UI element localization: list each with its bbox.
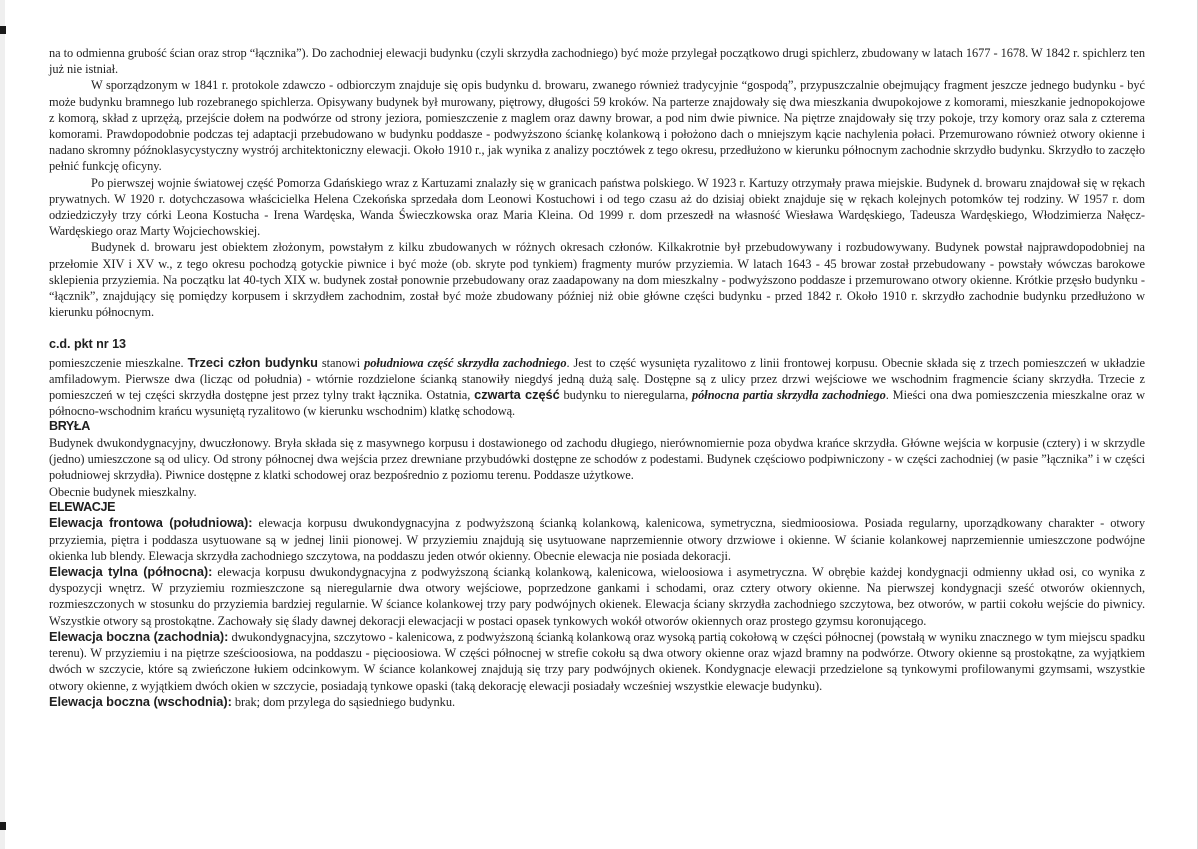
emphasis-third-part: południowa część skrzydła zachodniego: [364, 355, 567, 370]
paragraph-elevation-east: [49, 694, 1145, 710]
label-third-part: Trzeci człon budynku: [187, 354, 318, 370]
text-segment: budynku to nieregularna,: [559, 388, 693, 403]
scan-mark-bottom: [0, 822, 6, 830]
scan-mark-top: [0, 26, 6, 34]
label-elevation-west: Elewacja boczna (zachodnia):: [49, 628, 229, 644]
spacer: [49, 320, 1145, 336]
document-body: [49, 45, 1145, 710]
paragraph-building-parts: [49, 355, 1145, 420]
text-segment: . Jest to część wysunięta ryzalitowo z linii frontowej korpusu. Obecnie składa się z trzech pomieszczeń w układzie amfiladowym. Pierwsze dwa (licząc od południa) - wtórnie rozdzielone ścianką stanowiły niegdyś jedną dużą salę. Dostępne są z ulicy przez drzwi wejściowe we wschodnim fragmencie ściany skrzydła. Trzecie z pomieszczeń w tej części skrzydła dostępne jest przez tylny trakt łącznika. Ostatnia,: [49, 355, 1146, 403]
text-segment: stanowi: [317, 355, 365, 370]
text-segment: brak; dom przylega do sąsiedniego budynku.: [231, 694, 456, 709]
scan-edge: [0, 0, 5, 849]
text-segment: pomieszczenie mieszkalne.: [49, 355, 188, 370]
heading-elewacje: ELEWACJE: [49, 499, 116, 514]
heading-bryla: BRYŁA: [49, 419, 90, 434]
paragraph-building-history: Budynek d. browaru jest obiektem złożonym, powstałym z kilku zbudowanych w różnych okresach członów. Kilkakrotnie był przebudowywany i rozbudowywany. Budynek powstał najprawdopodobniej na przełomie XIV i XV w., z tego okresu pochodzą gotyckie piwnice i być może (ob. skryte pod tynkiem) fragmenty murów przyziemia. W latach 1643 - 45 browar został przebudowany - powstały wówczas barokowe sklepienia przyziemia. Na początku lat 40-tych XIX w. budynek został ponownie przebudowany oraz zaadapowany na dom mieszkalny - podwyższono poddasze i przemurowano otwory okienne. Krótkie przęsło budynku - “łącznik”, znajdujący się pomiędzy korpusem i skrzydłem zachodnim, został być może zbudowany później niż obie główne części budynku - przed 1842 r. Około 1910 r. skrzydło zachodnie budynku przedłużono w kierunku północnym.: [49, 240, 1145, 320]
paragraph-elevation-west: [49, 629, 1145, 694]
paragraph-elevation-front: [49, 515, 1145, 564]
paragraph-intro: na to odmienna grubość ścian oraz strop “łącznika”). Do zachodniej elewacji budynku (czyli skrzydła zachodniego) być może przylegał początkowo drugi spichlerz, zbudowany w latach 1677 - 1678. W 1842 r. spichlerz ten już nie istniał.: [49, 46, 1145, 77]
text-segment: elewacja korpusu dwukondygnacyjna z podwyższoną ścianką kolankową, kalenicowa, symetryczna, siedmioosiowa. Posiada regularny, uporządkowany charakter - otwory przyziemia, piętra i poddasza usytuowane są w jednej linii pionowej. W przyziemiu znajdują się usytuowane naprzemiennie otwory drzwiowe i okienne. W ścianie kolankowej naprzemiennie umieszczone podwójne okienka lub blendy. Elewacja skrzydła zachodniego szczytowa, na poddaszu jeden otwór okienny. Obecnie elewacja nie posiada dekoracji.: [49, 516, 1145, 563]
label-elevation-front: Elewacja frontowa (południowa):: [49, 515, 253, 531]
section-heading-pkt: c.d. pkt nr 13: [49, 337, 126, 352]
paragraph-protocol-1841: W sporządzonym w 1841 r. protokole zdawczo - odbiorczym znajduje się opis budynku d. browaru, zwanego również tradycyjnie “gospodą”, przypuszczalnie obejmujący fragment jeszcze jednego budynku - być może budynku bramnego lub rozebranego spichlerza. Opisywany budynek był murowany, piętrowy, długości 59 kroków. Na parterze znajdowały się dwa mieszkania dwupokojowe z komorami, mieszkanie jednopokojowe z komorą, skład z uprzężą, przejście dołem na podwórze od strony jeziora, pomieszczenie z maglem oraz dawny browar, a pod nim dwie piwnice. Na piętrze znajdowały się trzy pokoje, trzy komory oraz sala z czterema komorami. Prawdopodobnie podczas tej adaptacji przebudowano w budynku poddasze - podwyższono ściankę kolankową i położono dach o mniejszym kącie nachylenia połaci. Przemurowano również otwory okienne i nadano skromny późnoklasycystyczny wystrój architektoniczny elewacji. Około 1910 r., jak wynika z analizy pocztówek z tego okresu, przedłużono w kierunku północnym zachodnie skrzydło budynku. Skrzydło to zaczęło pełnić funkcję oficyny.: [49, 78, 1145, 174]
text-segment: dwukondygnacyjna, szczytowo - kalenicowa, z podwyższoną ścianką kolankową oraz wysoką partią cokołową w części północnej (powstałą w wyniku znacznego w tym miejscu spadku terenu). W przyziemiu i na piętrze sześcioosiowa, na poddaszu - pięcioosiowa. W części północnej w strefie cokołu są dwa otwory okienne oraz wjazd bramny na podwórze. Otwory okienne są prostokątne, za wyjątkiem dwóch w szczycie, które są zwieńczone łukiem odcinkowym. W ściance kolankowej znajdują się trzy pary podwójnych okienek. Kondygnacje elewacji przedzielone są tynkowymi profilowanymi gzymsami, wszystkie otwory okienne, z wyjątkiem dwóch okien w szczycie, posiadają tynkowe opaski (taką dekorację elewacji posiadały wcześniej wszystkie elewacje budynku).: [49, 629, 1145, 693]
text-segment: elewacja korpusu dwukondygnacyjna z podwyższoną ścianką kolankową, kalenicowa, wieloosiowa i asymetryczna. W obrębie każdej kondygnacji odmienny układ osi, co wynika z dyspozycji wnętrz. W przyziemiu rozmieszczone są nieregularnie dwa otwory wejściowe, poprzedzone gankami i schodami, oraz cztery otwory okienne. Na pierwszej kondygnacji sześć otworów okiennych, rozmieszczonych w stosunku do przyziemia bardziej regularnie. W ściance kolankowej trzy pary podwójnych okienek. Elewacja ściany skrzydła zachodniego szczytowa, bez otworów, w partii cokołu wejście do piwnicy. Wszystkie otwory są prostokątne. Zachowały się ślady dawnej dekoracji elewacjacji w postaci opasek tynkowych wokół otworów okiennych oraz prostego gzymsu koronującego.: [49, 565, 1145, 628]
label-elevation-east: Elewacja boczna (wschodnia):: [49, 693, 232, 709]
paragraph-bryla: Budynek dwukondygnacyjny, dwuczłonowy. Bryła składa się z masywnego korpusu i dostawionego od zachodu długiego, nierównomiernie poza obydwa krańce skrzydła. Główne wejścia w korpusie (cztery) i w skrzydle (jedno) umieszczone są od ulicy. Od strony północnej dwa wejścia przez drewniane przybudówki dostępne ze schodów z podestami. Budynek częściowo podpiwniczony - w części zachodniej (w pasie ”łącznika” i w części południowej skrzydła). Piwnice dostępne z klatki schodowej oraz bezpośrednio z poziomu terenu. Poddasze użytkowe.: [49, 436, 1145, 483]
label-fourth-part: czwarta część: [474, 387, 560, 403]
paragraph-elevation-rear: [49, 564, 1145, 629]
label-elevation-rear: Elewacja tylna (północna):: [49, 564, 213, 580]
paragraph-post-war: Po pierwszej wojnie światowej część Pomorza Gdańskiego wraz z Kartuzami znalazły się w granicach państwa polskiego. W 1923 r. Kartuzy otrzymały prawa miejskie. Budynek d. browaru znajdował się w rękach prywatnych. W 1920 r. dotychczasowa właścicielka Helena Czekońska sprzedała dom Leonowi Kostuchowi i od tego czasu aż do dzisiaj obiekt znajduje się w rękach kolejnych potomków tej rodziny. W 1957 r. dom odziedziczyły trzy córki Leona Kostucha - Irena Wardęska, Wanda Świeczkowska oraz Maria Kleina. Od 1999 r. dom przeszedł na własność Wiesława Wardęskiego, Tadeusza Wardęskiego, Włodzimierza Nałęcz-Wardęskiego oraz Marty Wojciechowskiej.: [49, 175, 1145, 239]
paragraph-bryla-usage: Obecnie budynek mieszkalny.: [49, 484, 197, 499]
text-segment: . Mieści ona dwa pomieszczenia mieszkalne oraz w północno-wschodnim krańcu wysuniętą ryzalitowo (w kierunku wschodnim) klatkę schodową.: [49, 388, 1145, 419]
emphasis-fourth-part: północna partia skrzydła zachodniego: [692, 388, 886, 403]
